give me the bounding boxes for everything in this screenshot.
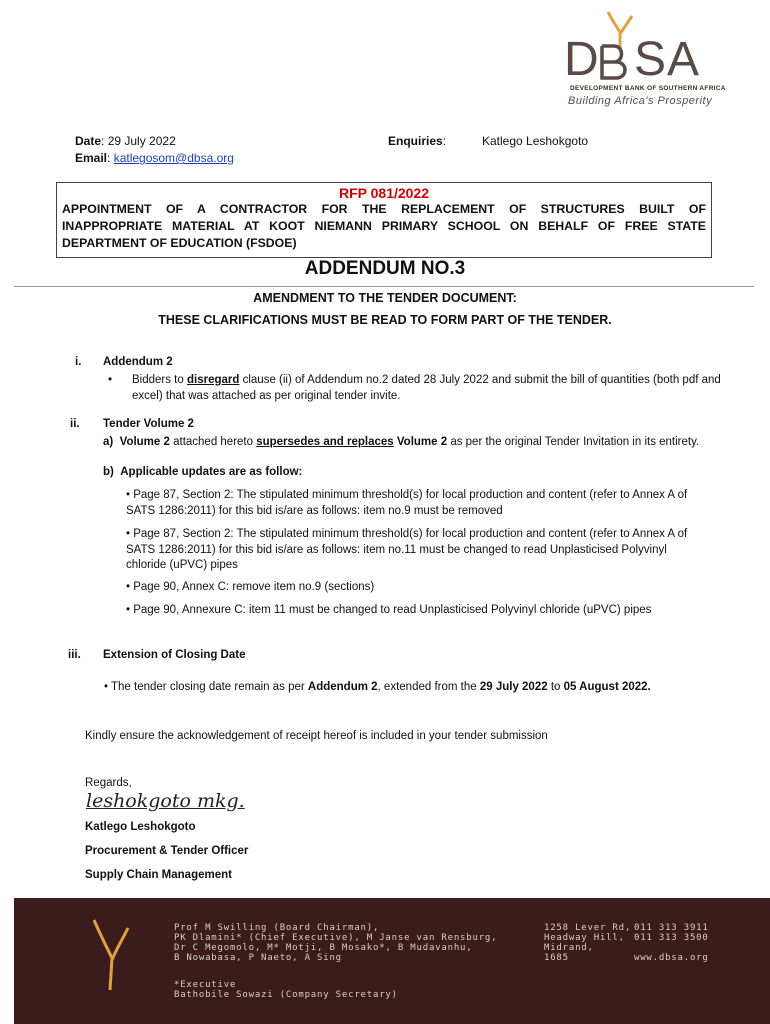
- enquiries-line: Enquiries:: [388, 134, 447, 148]
- telephone-2: 011 313 3500: [634, 933, 709, 943]
- logo-b-icon: [598, 44, 632, 80]
- bullet-dot: •: [108, 374, 113, 386]
- closing-date-line: • The tender closing date remain as per Addendum 2, extended from the 29 July 2022 to 05 August 2022.: [104, 681, 651, 693]
- enquiries-label: Enquiries: [388, 134, 443, 148]
- logo-letters-sa: SA: [634, 33, 701, 86]
- footer: [14, 898, 770, 1024]
- update-1-line1: • Page 87, Section 2: The stipulated minimum threshold(s) for local production and content (refer to Annex A of: [126, 489, 688, 501]
- rfp-box: [56, 182, 712, 258]
- signer-name: Katlego Leshokgoto: [85, 821, 196, 833]
- signature: leshokgoto mkg.: [86, 790, 245, 812]
- email-label: Email: [75, 151, 108, 165]
- update-2-line3: chloride (uPVC) pipes: [126, 559, 238, 571]
- logo-subtitle: DEVELOPMENT BANK OF SOUTHERN AFRICA: [570, 85, 726, 92]
- section-i-bullet: Bidders to disregard clause (ii) of Addendum no.2 dated 28 July 2022 and submit the bill of quantities (both pdf and: [132, 374, 721, 386]
- section-i-heading: Addendum 2: [103, 356, 173, 368]
- amendment-line1: AMENDMENT TO THE TENDER DOCUMENT:: [253, 291, 517, 305]
- dbsa-logo: [560, 10, 740, 110]
- logo-letter-d: D: [564, 33, 600, 86]
- rfp-title-line1: APPOINTMENT OF A CONTRACTOR FOR THE REPLACEMENT OF STRUCTURES BUILT OF: [62, 202, 706, 216]
- website-link[interactable]: www.dbsa.org: [634, 953, 709, 963]
- item-a: a) Volume 2 attached hereto supersedes and replaces Volume 2 as per the original Tender Invitation in its entirety.: [103, 436, 700, 448]
- footer-emblem-icon: [88, 914, 138, 994]
- divider: [14, 286, 754, 287]
- regards-text: Regards,: [85, 777, 132, 789]
- telephone-1: 011 313 3911: [634, 923, 709, 933]
- section-i-bullet-line2: excel) that was attached as per original tender invite.: [132, 390, 401, 402]
- board-line4: B Nowabasa, P Naeto, A Sing: [174, 953, 342, 963]
- rfp-title-line2: INAPPROPRIATE MATERIAL AT KOOT NIEMANN PRIMARY SCHOOL ON BEHALF OF FREE STATE: [62, 219, 706, 233]
- acknowledge-text: Kindly ensure the acknowledgement of receipt hereof is included in your tender submission: [85, 730, 548, 742]
- addendum-title: ADDENDUM NO.3: [304, 258, 466, 279]
- board-line3: Dr C Megomolo, M* Motji, B Mosako*, B Mudavanhu,: [174, 943, 473, 953]
- date-label: Date: [75, 134, 102, 148]
- update-4: • Page 90, Annexure C: item 11 must be changed to read Unplasticised Polyvinyl chloride (uPVC) pipes: [126, 604, 652, 616]
- disregard-emph: disregard: [186, 374, 240, 386]
- section-i-numeral: i.: [75, 356, 82, 368]
- section-iii-heading: Extension of Closing Date: [103, 649, 246, 661]
- update-3: • Page 90, Annex C: remove item no.9 (sections): [126, 581, 375, 593]
- supersedes-emph: supersedes and replaces: [256, 436, 394, 448]
- update-2-line2: SATS 1286:2011) for this bid is/are as follows: item no.11 must be changed to read Unplasticised Polyvinyl: [126, 544, 667, 556]
- section-ii-numeral: ii.: [70, 418, 80, 430]
- email-line: Email: katlegosom@dbsa.org: [75, 151, 234, 165]
- address-line4: 1685: [544, 953, 569, 963]
- exec-line2: Bathobile Sowazi (Company Secretary): [174, 990, 398, 1000]
- amendment-line2: THESE CLARIFICATIONS MUST BE READ TO FORM PART OF THE TENDER.: [158, 313, 612, 327]
- update-2-line1: • Page 87, Section 2: The stipulated minimum threshold(s) for local production and content (refer to Annex A of: [126, 528, 688, 540]
- rfp-title-line3: DEPARTMENT OF EDUCATION (FSDOE): [62, 236, 297, 250]
- signer-role: Procurement & Tender Officer: [85, 845, 249, 857]
- logo-tagline: Building Africa's Prosperity: [568, 95, 713, 107]
- enquiries-value: Katlego Leshokgoto: [482, 134, 589, 148]
- board-line1: Prof M Swilling (Board Chairman),: [174, 923, 380, 933]
- exec-line1: *Executive: [174, 980, 237, 990]
- section-ii-heading: Tender Volume 2: [103, 418, 194, 430]
- email-link[interactable]: katlegosom@dbsa.org: [113, 151, 234, 165]
- signer-dept: Supply Chain Management: [85, 869, 232, 881]
- address-line1: 1258 Lever Rd,: [544, 923, 632, 933]
- update-1-line2: SATS 1286:2011) for this bid is/are as follows: item no.9 must be removed: [126, 505, 503, 517]
- rfp-number: RFP 081/2022: [338, 185, 430, 201]
- board-line2: PK Dlamini* (Chief Executive), M Janse van Rensburg,: [174, 933, 498, 943]
- address-line2: Headway Hill,: [544, 933, 625, 943]
- date-line: Date: 29 July 2022: [75, 134, 176, 148]
- date-value: 29 July 2022: [107, 134, 176, 148]
- item-b: b) Applicable updates are as follow:: [103, 466, 303, 478]
- address-line3: Midrand,: [544, 943, 594, 953]
- section-iii-numeral: iii.: [68, 649, 81, 661]
